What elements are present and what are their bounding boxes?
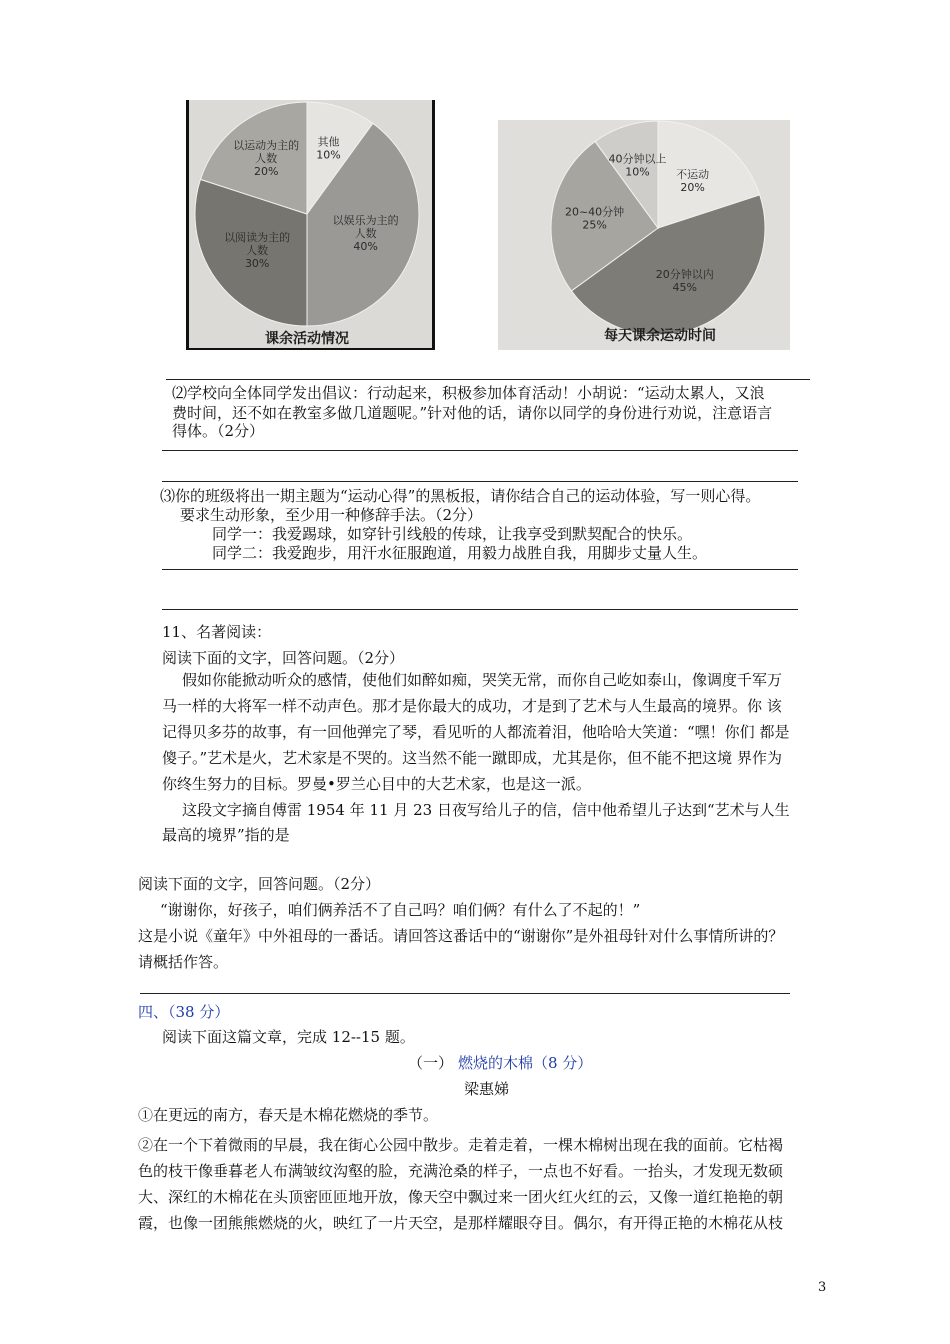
article-paragraph-2-line1: ②在一个下着微雨的早晨，我在街心公园中散步。走着走着，一棵木棉树出现在我的面前。它枯褐 bbox=[138, 1136, 784, 1154]
q11b-question-line1: 这是小说《童年》中外祖母的一番话。请回答这番话中的“谢谢你”是外祖母针对什么事情所讲的？ bbox=[138, 927, 784, 945]
article-title: 燃烧的木棉（8 分） bbox=[458, 1054, 593, 1072]
q11b-question-line2: 请概括作答。 bbox=[138, 953, 229, 971]
pie-slice-label: 人数 bbox=[246, 244, 269, 258]
article-author: 梁惠娣 bbox=[464, 1080, 510, 1098]
q2-text-line1: ⑵学校向全体同学发出倡议：行动起来，积极参加体育活动！小胡说：“运动太累人，又浪 bbox=[172, 384, 765, 402]
q11-passage-line3: 记得贝多芬的故事，有一回他弹完了琴，看见听的人都流着泪，他哈哈大笑道：“嘿！你们 都是 bbox=[162, 723, 790, 741]
q3-text-line2: 要求生动形象，至少用一种修辞手法。（2分） bbox=[180, 506, 483, 524]
q11-title: 11、名著阅读： bbox=[162, 623, 272, 641]
page-number: 3 bbox=[818, 1280, 827, 1295]
divider bbox=[162, 481, 798, 482]
pie-slice-label: 不运动 bbox=[676, 167, 710, 181]
pie-slice-label: 20% bbox=[680, 180, 705, 194]
q2-text-line3: 得体。（2分） bbox=[172, 422, 265, 440]
pie-slice-label: 人数 bbox=[255, 151, 278, 165]
answer-line[interactable] bbox=[140, 993, 790, 994]
section4-heading: 四、（38 分） bbox=[138, 1003, 230, 1021]
pie-slice-label: 20% bbox=[253, 164, 279, 178]
pie-slice-label: 人数 bbox=[354, 227, 377, 241]
q11-passage-line2: 马一样的大将军一样不动声色。那才是你最大的成功，才是到了艺术与人生最高的境界。你 该 bbox=[162, 697, 782, 715]
pie-slice-label: 20~40分钟 bbox=[564, 205, 625, 219]
q11b-quote: “谢谢你，好孩子，咱们俩养活不了自己吗？咱们俩？有什么了不起的！” bbox=[160, 901, 641, 919]
pie-slice-label: 其他 bbox=[317, 135, 340, 149]
q11-question-line1: 这段文字摘自傅雷 1954 年 11 月 23 日夜写给儿子的信，信中他希望儿子达到“艺术与人生 bbox=[182, 801, 790, 819]
article-paragraph-2-line2: 色的枝干像垂暮老人布满皱纹沟壑的脸，充满沧桑的样子，一点也不好看。一抬头，才发现无数硕 bbox=[138, 1162, 784, 1180]
pie-chart-exercise-time bbox=[498, 120, 790, 350]
pie-slice-label: 25% bbox=[582, 218, 607, 232]
divider bbox=[166, 379, 810, 380]
answer-line[interactable] bbox=[162, 569, 798, 570]
q11b-instruction: 阅读下面的文字，回答问题。（2分） bbox=[138, 875, 381, 893]
pie-slice-label: 以娱乐为主的 bbox=[332, 214, 399, 228]
q3-example-1: 同学一：我爱踢球，如穿针引线般的传球，让我享受到默契配合的快乐。 bbox=[212, 525, 693, 543]
pie-slice-label: 45% bbox=[672, 280, 697, 294]
pie-chart-activities bbox=[189, 100, 432, 348]
q11-question-line2: 最高的境界”指的是 bbox=[162, 826, 290, 844]
article-number: （一） bbox=[408, 1054, 454, 1072]
pie-slice-label: 以阅读为主的 bbox=[224, 231, 291, 245]
answer-line[interactable] bbox=[162, 609, 798, 610]
article-paragraph-2-line4: 霞，也像一团熊熊燃烧的火，映红了一片天空，是那样耀眼夺目。偶尔，有开得正艳的木棉花从枝 bbox=[138, 1214, 784, 1232]
pie-slice-label: 10% bbox=[625, 165, 650, 179]
q3-example-2: 同学二：我爱跑步，用汗水征服跑道，用毅力战胜自我，用脚步丈量人生。 bbox=[212, 544, 708, 562]
pie-slice-label: 10% bbox=[316, 148, 341, 162]
pie-slice-label: 以运动为主的 bbox=[233, 138, 300, 152]
pie-slice-label: 40% bbox=[353, 240, 378, 254]
q3-text-line1: ⑶你的班级将出一期主题为“运动心得”的黑板报，请你结合自己的运动体验，写一则心得。 bbox=[160, 487, 761, 505]
pie-caption-exercise-time: 每天课余运动时间 bbox=[604, 328, 716, 344]
q11-passage-line4: 傻子。”艺术是火，艺术家是不哭的。这当然不能一蹴即成，尤其是你，但不能不把这境 界作为 bbox=[162, 749, 782, 767]
answer-line[interactable] bbox=[162, 450, 798, 451]
pie-slice-label: 30% bbox=[244, 257, 270, 271]
article-paragraph-1: ①在更远的南方，春天是木棉花燃烧的季节。 bbox=[138, 1106, 439, 1124]
q11-passage-line5: 你终生努力的目标。罗曼•罗兰心目中的大艺术家，也是这一派。 bbox=[162, 775, 591, 793]
q11-passage-line1: 假如你能掀动听众的感情，使他们如醉如痴，哭笑无常，而你自己屹如泰山，像调度千军万 bbox=[182, 671, 783, 689]
pie-chart-photo-activities bbox=[186, 100, 435, 350]
section4-instruction: 阅读下面这篇文章，完成 12--15 题。 bbox=[162, 1028, 415, 1046]
pie-chart-photo-exercise-time bbox=[498, 120, 790, 350]
pie-caption-activities: 课余活动情况 bbox=[265, 331, 349, 347]
article-paragraph-2-line3: 大、深红的木棉花在头顶密匝匝地开放，像天空中飘过来一团火红火红的云，又像一道红艳艳的朝 bbox=[138, 1188, 784, 1206]
q2-text-line2: 费时间，还不如在教室多做几道题呢。”针对他的话，请你以同学的身份进行劝说，注意语言 bbox=[172, 404, 773, 422]
pie-slice-label: 20分钟以内 bbox=[655, 267, 714, 281]
q11-instruction: 阅读下面的文字，回答问题。（2分） bbox=[162, 649, 405, 667]
pie-slice-label: 40分钟以上 bbox=[608, 152, 667, 166]
